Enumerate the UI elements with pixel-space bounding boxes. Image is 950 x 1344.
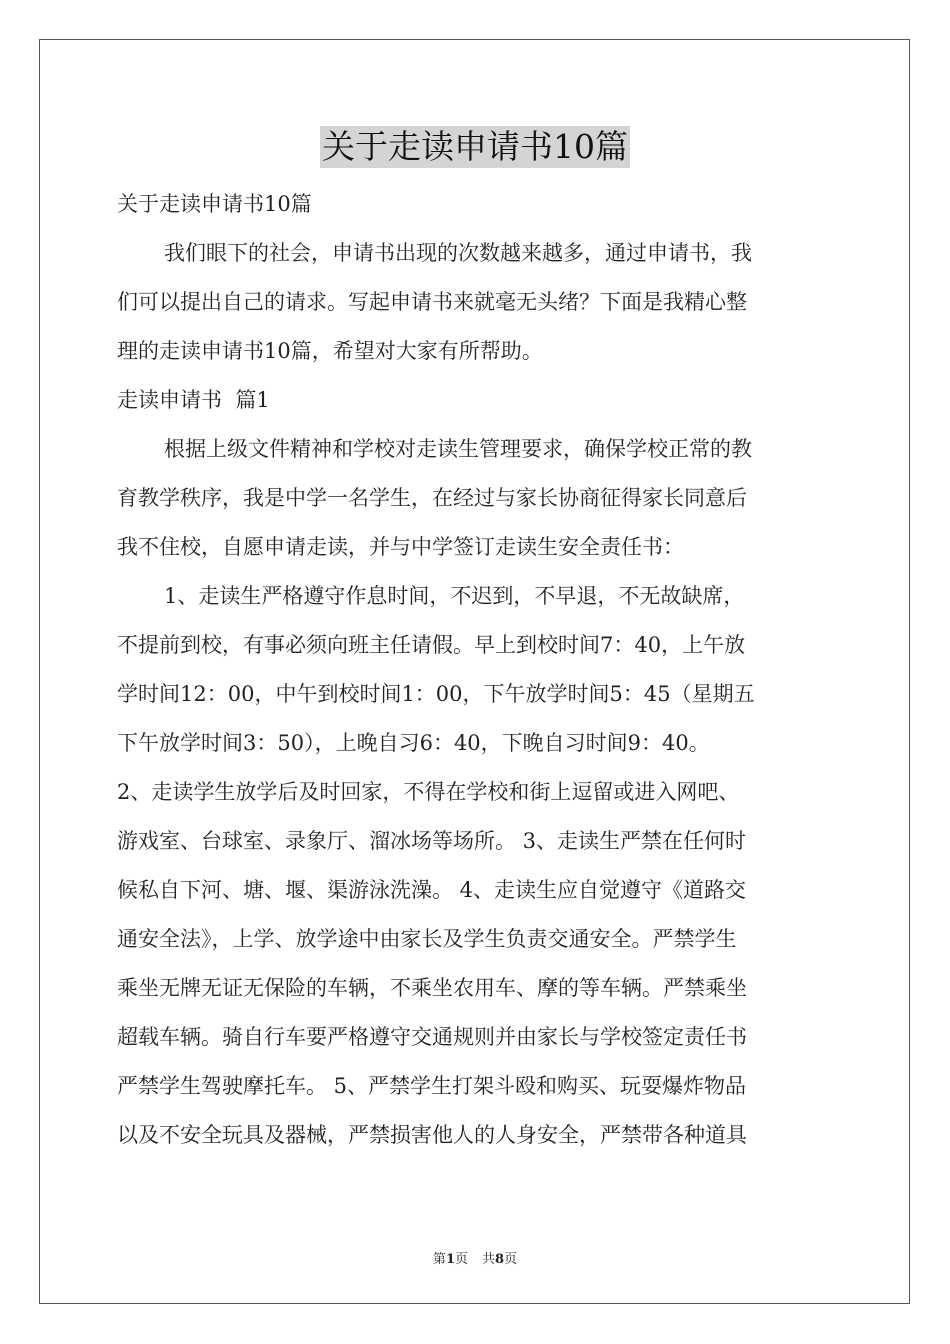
paragraph-line: 候私自下河、塘、堰、渠游泳洗澡。 4、走读生应自觉遵守《道路交 <box>117 878 747 902</box>
paragraph-line: 通安全法》，上学、放学途中由家长及学生负责交通安全。严禁学生 <box>117 927 737 951</box>
paragraph-line: 育教学秩序，我是中学一名学生，在经过与家长协商征得家长同意后 <box>117 486 747 510</box>
section-heading: 走读申请书 篇1 <box>117 388 270 412</box>
paragraph-line: 严禁学生驾驶摩托车。 5、严禁学生打架斗殴和购买、玩耍爆炸物品 <box>117 1074 747 1098</box>
document-body <box>117 180 833 1160</box>
paragraph-line: 不提前到校，有事必须向班主任请假。早上到校时间7：40，上午放 <box>117 633 746 657</box>
footer-page-number: 1 <box>445 1252 455 1267</box>
paragraph-line: 理的走读申请书10篇，希望对大家有所帮助。 <box>117 339 543 363</box>
page-footer <box>0 1248 950 1267</box>
paragraph-line: 根据上级文件精神和学校对走读生管理要求，确保学校正常的教 <box>164 437 752 461</box>
paragraph-line: 1、走读生严格遵守作息时间，不迟到，不早退，不无故缺席， <box>164 584 745 608</box>
footer-total-prefix: 共 <box>482 1252 496 1267</box>
paragraph-line: 我不住校，自愿申请走读，并与中学签订走读生安全责任书： <box>117 535 684 559</box>
paragraph-line: 学时间12：00，中午到校时间1：00，下午放学时间5：45（星期五 <box>117 682 755 706</box>
paragraph-line: 超载车辆。骑自行车要严格遵守交通规则并由家长与学校签定责任书 <box>117 1025 747 1049</box>
footer-total-suffix: 页 <box>504 1252 518 1267</box>
subtitle-line: 关于走读申请书10篇 <box>117 192 312 216</box>
paragraph-line: 乘坐无牌无证无保险的车辆，不乘坐农用车、摩的等车辆。严禁乘坐 <box>117 976 747 1000</box>
paragraph-line: 游戏室、台球室、录象厅、溜冰场等场所。 3、走读生严禁在任何时 <box>117 829 747 853</box>
footer-page-prefix: 第 <box>432 1252 446 1267</box>
paragraph-line: 2、走读学生放学后及时回家，不得在学校和街上逗留或进入网吧、 <box>117 780 740 804</box>
paragraph-line: 们可以提出自己的请求。写起申请书来就毫无头绪？下面是我精心整 <box>117 290 747 314</box>
footer-total-pages: 8 <box>495 1252 505 1267</box>
paragraph-line: 我们眼下的社会，申请书出现的次数越来越多，通过申请书，我 <box>164 241 752 265</box>
paragraph-line: 下午放学时间3：50），上晚自习6：40，下晚自习时间9：40。 <box>117 731 710 755</box>
document-title: 关于走读申请书10篇 <box>322 127 628 166</box>
paragraph-line: 以及不安全玩具及器械，严禁损害他人的人身安全，严禁带各种道具 <box>117 1123 747 1147</box>
title-container <box>0 126 950 168</box>
footer-page-suffix: 页 <box>454 1252 468 1267</box>
